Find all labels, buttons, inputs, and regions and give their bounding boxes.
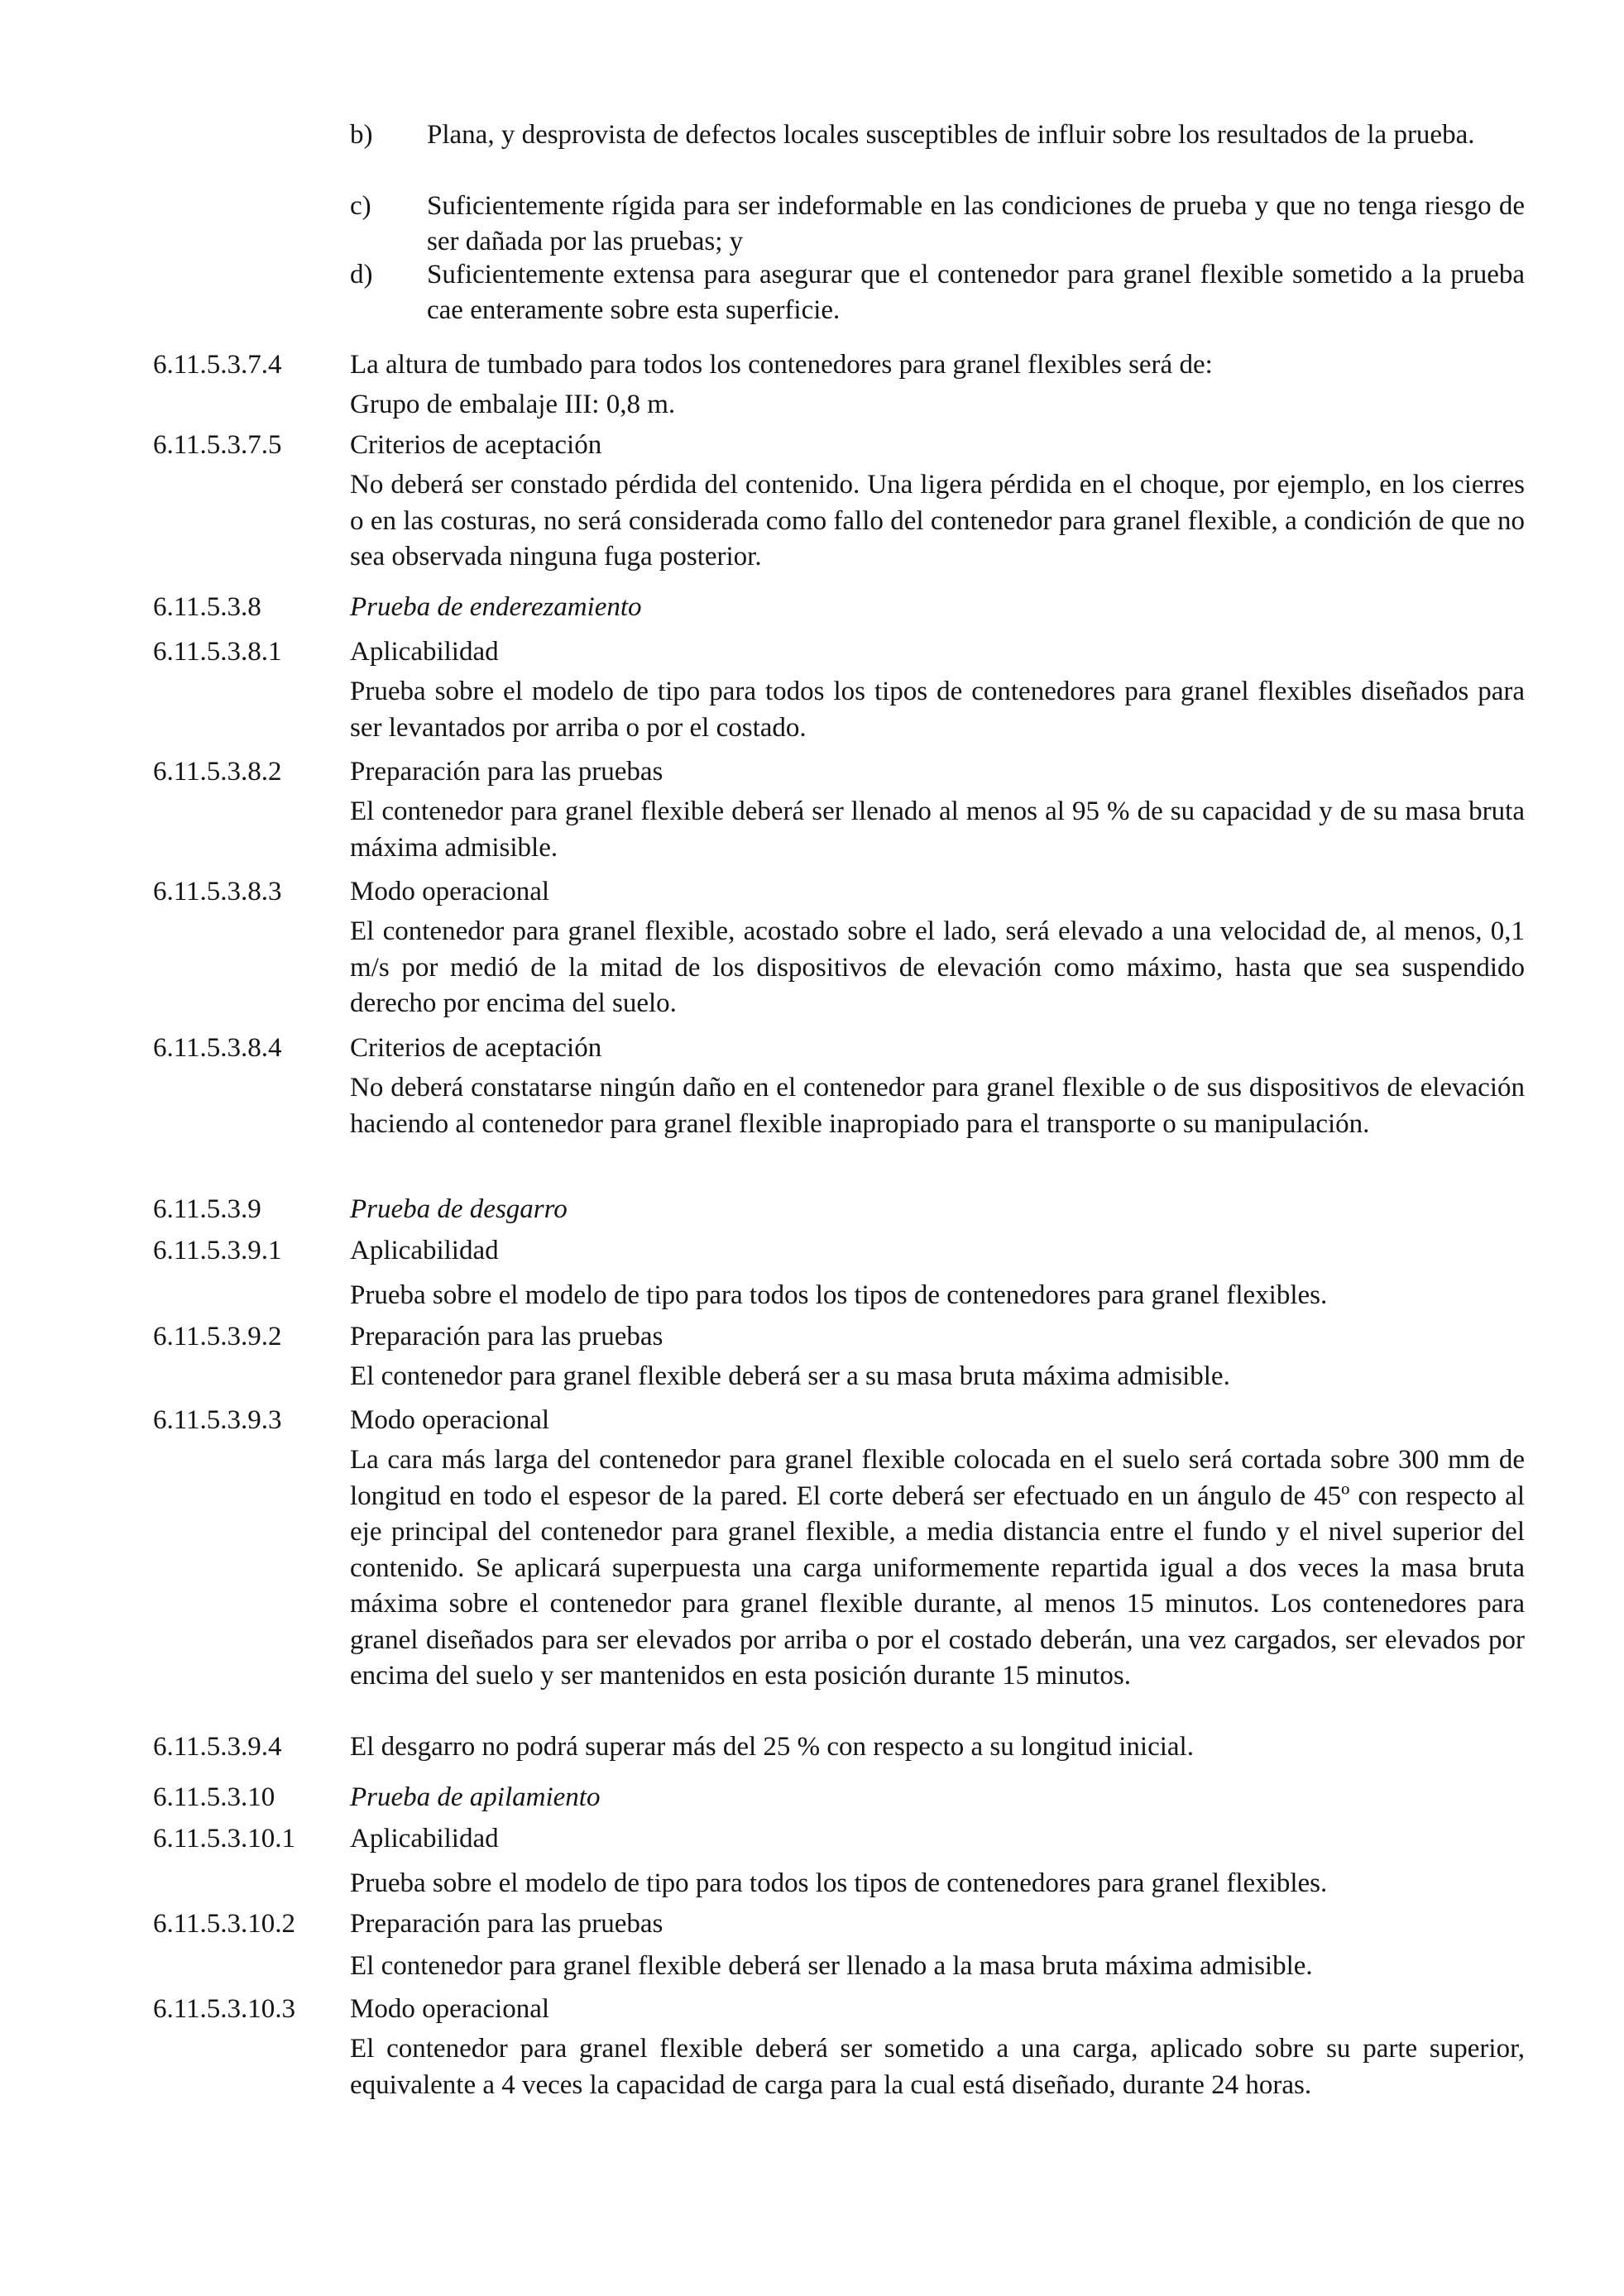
section-body: La cara más larga del contenedor para granel flexible colocada en el suelo será cortada sobre 300 mm de longitud en todo el espesor de la pared. El corte deberá ser efectuado en un ángulo de 45º con respecto al eje principal del contenedor para granel flexible, a media distancia entre el fundo y el nivel superior del contenido. Se aplicará superpuesta una carga uniformemente repartida igual a dos veces la masa bruta máxima sobre el contenedor para granel flexible durante, al menos 15 minutos. Los contenedores para granel diseñados para ser elevados por arriba o por el costado deberán, una vez cargados, ser elevados por encima del suelo y ser mantenidos en esta posición durante 15 minutos.	[350, 1445, 1525, 1691]
section-body: El contenedor para granel flexible deberá ser sometido a una carga, aplicado sobre su parte superior, equivalente a 4 veces la capacidad de carga para la cual está diseñado, durante 24 horas.	[350, 2034, 1525, 2100]
section-heading: Aplicabilidad	[350, 637, 499, 667]
section-heading: Aplicabilidad	[350, 1824, 499, 1854]
list-letter: c)	[350, 191, 371, 221]
section-number: 6.11.5.3.8.3	[153, 877, 282, 906]
section-body: No deberá constatarse ningún daño en el contenedor para granel flexible o de sus dispositivos de elevación haciendo al contenedor para granel flexible inapropiado para el transporte o su manipulación.	[350, 1073, 1525, 1139]
section-heading: Preparación para las pruebas	[350, 757, 663, 787]
section-heading: Preparación para las pruebas	[350, 1322, 663, 1351]
section-body: Grupo de embalaje III: 0,8 m.	[350, 390, 676, 419]
section-heading: Modo operacional	[350, 877, 550, 906]
section-body: El contenedor para granel flexible deberá ser a su masa bruta máxima admisible.	[350, 1361, 1230, 1391]
list-letter: b)	[350, 120, 373, 150]
section-heading: Modo operacional	[350, 1405, 550, 1435]
section-title: Prueba de desgarro	[350, 1194, 568, 1224]
section-body: Prueba sobre el modelo de tipo para todos los tipos de contenedores para granel flexibles.	[350, 1868, 1328, 1898]
list-letter: d)	[350, 260, 373, 289]
section-number: 6.11.5.3.8	[153, 592, 261, 622]
section-number: 6.11.5.3.7.4	[153, 350, 282, 380]
section-number: 6.11.5.3.10.2	[153, 1909, 296, 1939]
section-heading: Criterios de aceptación	[350, 430, 602, 460]
section-body: Prueba sobre el modelo de tipo para todos los tipos de contenedores para granel flexibles diseñados para ser levantados por arriba o por el costado.	[350, 677, 1525, 743]
list-text: Suficientemente rígida para ser indeformable en las condiciones de prueba y que no tenga riesgo de ser dañada por las pruebas; y	[427, 191, 1525, 256]
section-heading: Criterios de aceptación	[350, 1033, 602, 1063]
section-number: 6.11.5.3.9.1	[153, 1236, 282, 1265]
section-heading: Modo operacional	[350, 1994, 550, 2024]
section-number: 6.11.5.3.9.2	[153, 1322, 282, 1351]
section-body: No deberá ser constado pérdida del contenido. Una ligera pérdida en el choque, por ejemplo, en los cierres o en las costuras, no será considerada como fallo del contenedor para granel flexible, a condición de que no sea observada ninguna fuga posterior.	[350, 470, 1525, 572]
section-title: Prueba de apilamiento	[350, 1782, 601, 1812]
section-heading: Preparación para las pruebas	[350, 1909, 663, 1939]
section-number: 6.11.5.3.8.1	[153, 637, 282, 667]
section-number: 6.11.5.3.10.3	[153, 1994, 296, 2024]
section-body: El contenedor para granel flexible, acostado sobre el lado, será elevado a una velocidad de, al menos, 0,1 m/s por medió de la mitad de los dispositivos de elevación como máximo, hasta que sea suspendido derecho por encima del suelo.	[350, 916, 1525, 1018]
section-body: El contenedor para granel flexible deberá ser llenado a la masa bruta máxima admisible.	[350, 1951, 1313, 1981]
section-body: El contenedor para granel flexible deberá ser llenado al menos al 95 % de su capacidad y de su masa bruta máxima admisible.	[350, 796, 1525, 863]
section-number: 6.11.5.3.7.5	[153, 430, 282, 460]
section-number: 6.11.5.3.8.4	[153, 1033, 282, 1063]
section-number: 6.11.5.3.10	[153, 1782, 275, 1812]
section-body: Prueba sobre el modelo de tipo para todos los tipos de contenedores para granel flexibles.	[350, 1280, 1328, 1310]
section-number: 6.11.5.3.9	[153, 1194, 261, 1224]
section-number: 6.11.5.3.9.3	[153, 1405, 282, 1435]
list-text: Plana, y desprovista de defectos locales susceptibles de influir sobre los resultados de la prueba.	[427, 120, 1475, 150]
section-number: 6.11.5.3.8.2	[153, 757, 282, 787]
section-number: 6.11.5.3.9.4	[153, 1732, 282, 1762]
section-heading: El desgarro no podrá superar más del 25 % con respecto a su longitud inicial.	[350, 1732, 1194, 1762]
section-heading: La altura de tumbado para todos los contenedores para granel flexibles será de:	[350, 350, 1213, 380]
section-number: 6.11.5.3.10.1	[153, 1824, 296, 1854]
list-text: Suficientemente extensa para asegurar que el contenedor para granel flexible sometido a la prueba cae enteramente sobre esta superficie.	[427, 260, 1525, 325]
section-heading: Aplicabilidad	[350, 1236, 499, 1265]
section-title: Prueba de enderezamiento	[350, 592, 642, 622]
